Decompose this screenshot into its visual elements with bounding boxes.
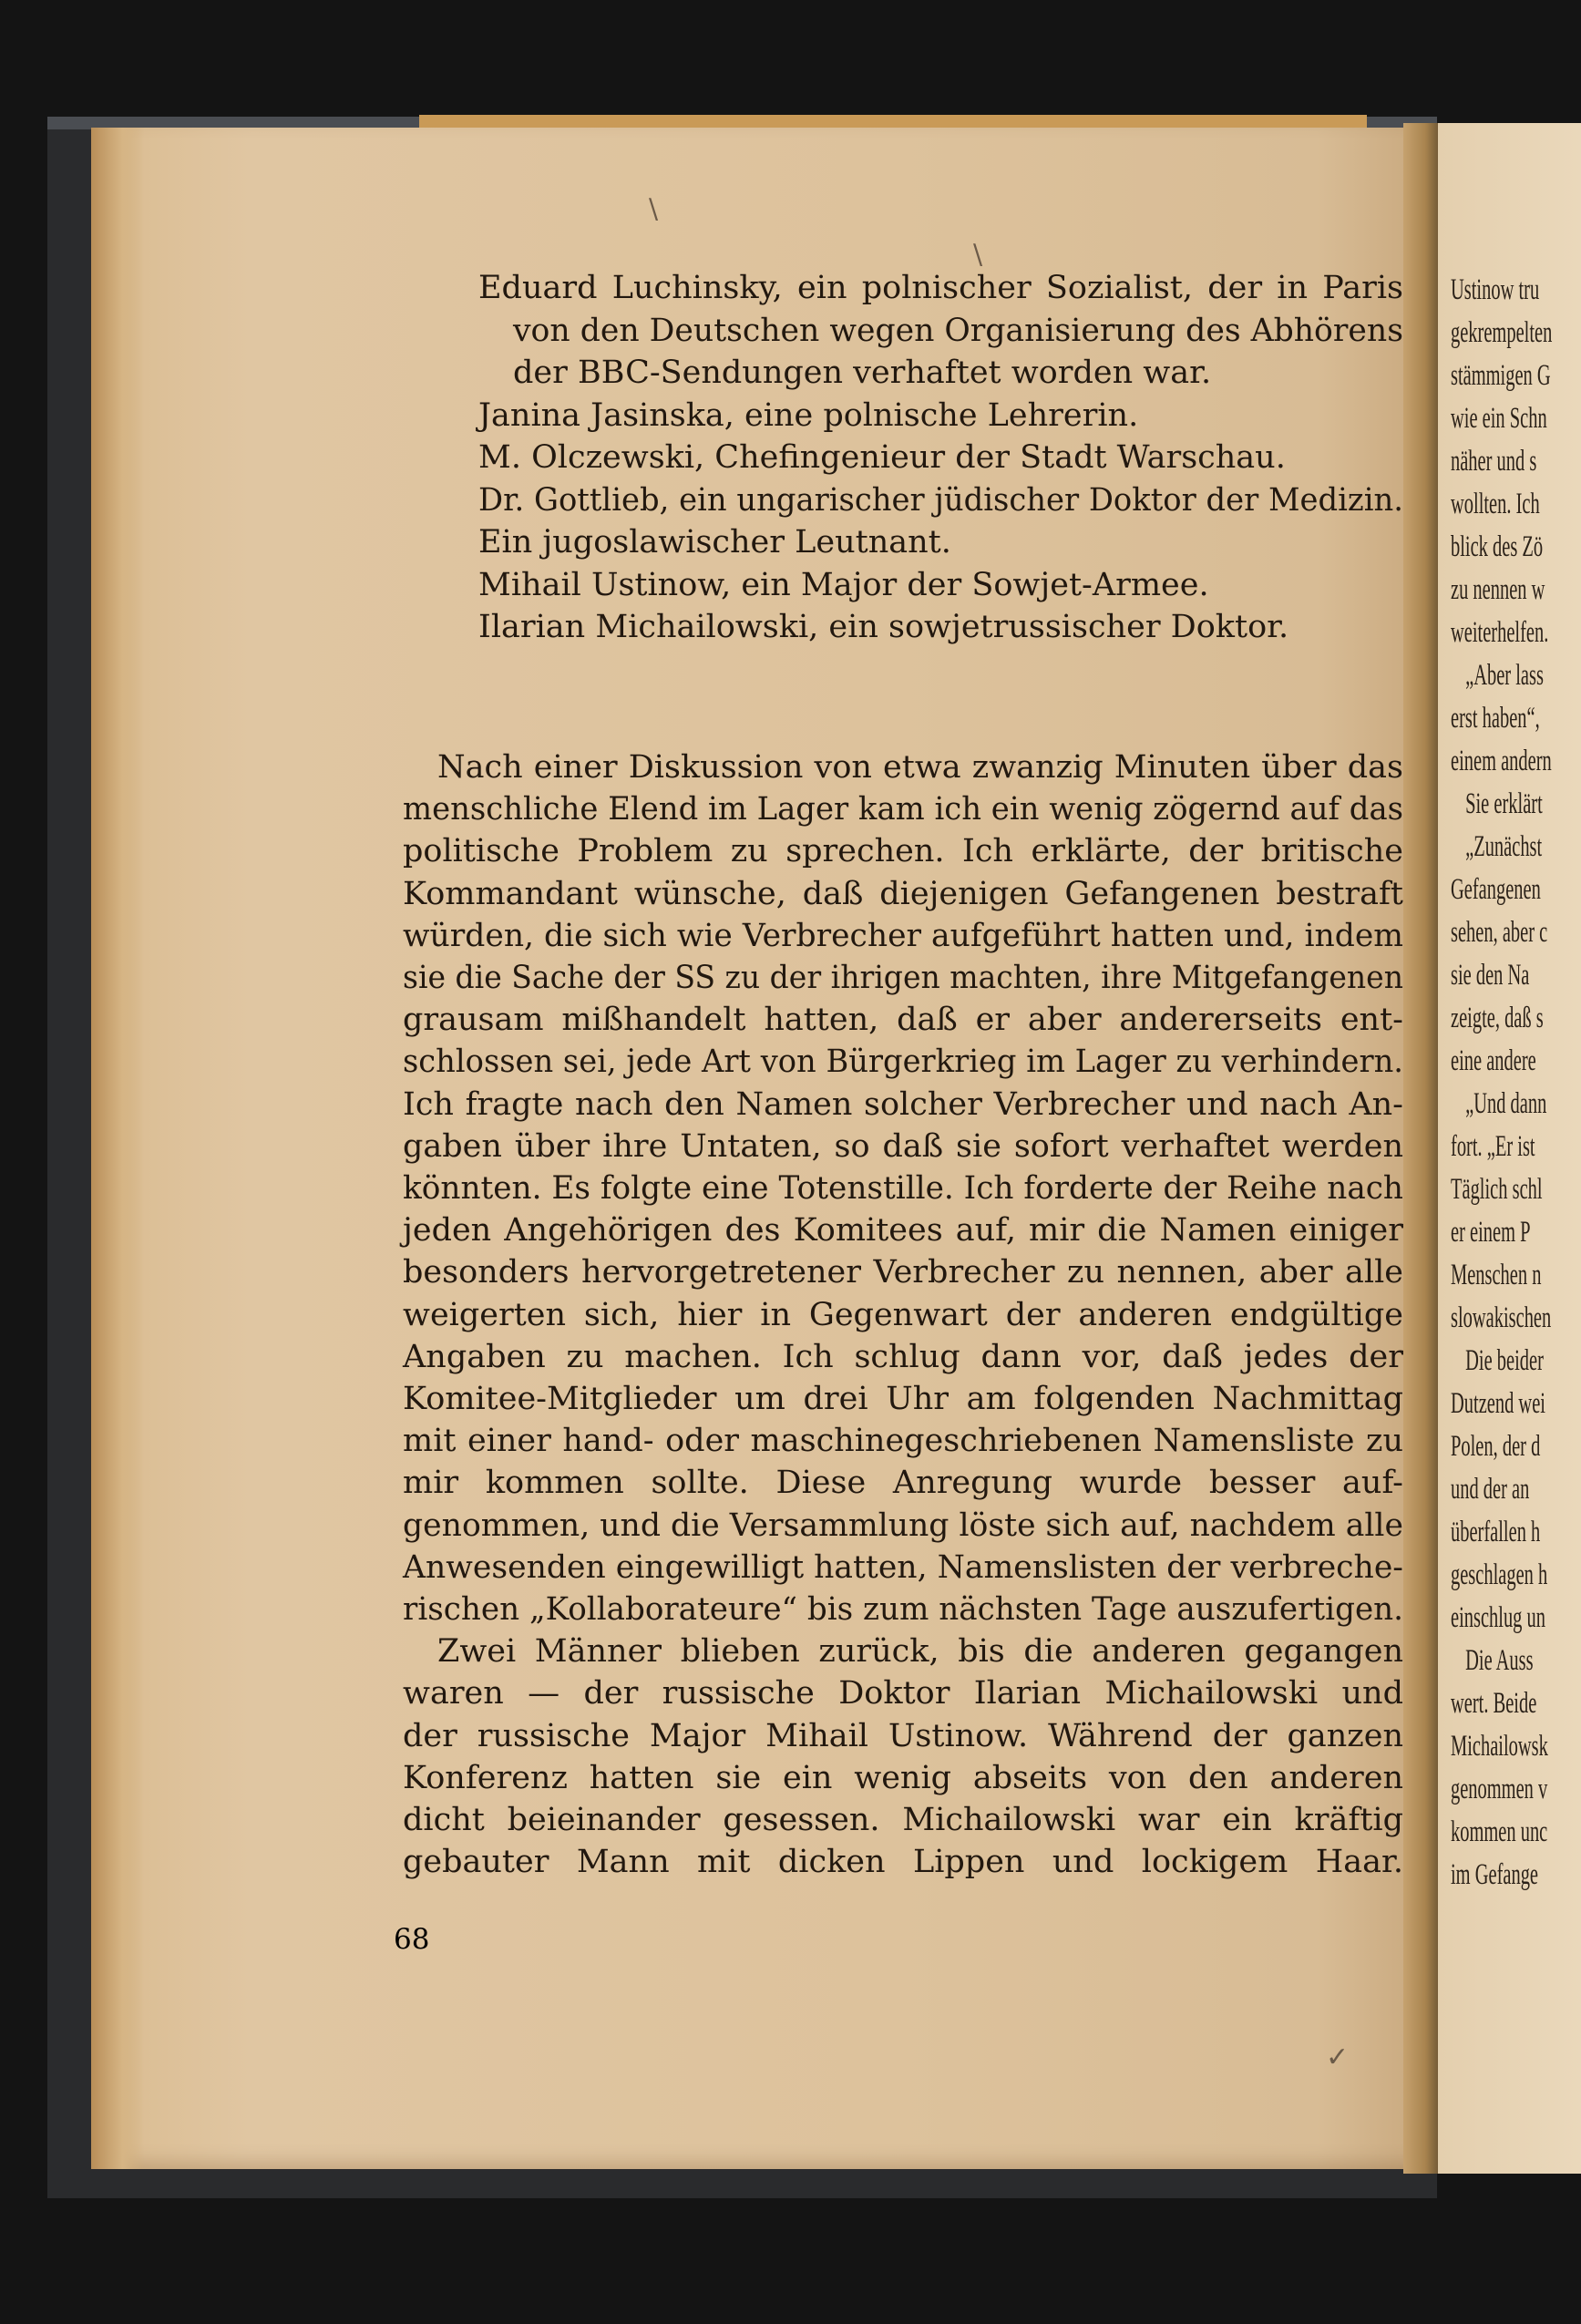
body-text-line: grausam mißhandelt hatten, daß er aber andererseits ent-	[403, 1002, 1403, 1039]
body-text-line: mit einer hand- oder maschinegeschriebenen Namensliste zu	[403, 1423, 1403, 1460]
body-text-line: Ich fragte nach den Namen solcher Verbrecher und nach An-	[403, 1085, 1403, 1123]
body-text-line: menschliche Elend im Lager kam ich ein wenig zögernd auf das	[403, 791, 1403, 828]
facing-page-line: sie den Na	[1451, 959, 1530, 992]
body-text-line: sie die Sache der SS zu der ihrigen machten, ihre Mitgefangenen	[403, 960, 1403, 996]
facing-page-line: fort. „Er ist	[1451, 1130, 1535, 1163]
list-entry-line: Janina Jasinska, eine polnische Lehrerin.	[478, 396, 1139, 434]
printing-speck: \	[973, 239, 983, 271]
facing-page-line: er einem P	[1451, 1216, 1531, 1249]
list-entry-continuation: von den Deutschen wegen Organisierung des Abhörens	[513, 312, 1403, 349]
facing-page-line: eine andere	[1451, 1044, 1536, 1077]
body-text-line: genommen, und die Versammlung löste sich auf, nachdem alle	[403, 1506, 1403, 1544]
facing-page-line: stämmigen G	[1451, 359, 1551, 392]
facing-page-line: erst haben“,	[1451, 702, 1540, 735]
body-text-line: jeden Angehörigen des Komitees auf, mir die Namen einiger	[403, 1212, 1403, 1249]
facing-page-line: „Aber lass	[1465, 659, 1544, 692]
facing-page-line: wert. Beide	[1451, 1687, 1537, 1720]
body-text-line: Zwei Männer blieben zurück, bis die anderen gegangen	[437, 1633, 1403, 1671]
facing-page-line: näher und s	[1451, 445, 1537, 478]
facing-page-line: im Gefange	[1451, 1858, 1539, 1891]
body-text-line: Komitee-Mitglieder um drei Uhr am folgenden Nachmittag	[403, 1381, 1403, 1417]
facing-page-line: Ustinow tru	[1451, 273, 1540, 306]
facing-page-line: Dutzend wei	[1451, 1387, 1545, 1420]
body-text-line: Anwesenden eingewilligt hatten, Namenslisten der verbreche-	[403, 1548, 1403, 1586]
list-entry-line: M. Olczewski, Chefingenieur der Stadt Warschau.	[478, 439, 1286, 476]
body-text-line: dicht beieinander gesessen. Michailowski war ein kräftig	[403, 1802, 1403, 1838]
body-text-line: Konferenz hatten sie ein wenig abseits von den anderen	[403, 1759, 1403, 1796]
page-number: 68	[394, 1923, 430, 1956]
facing-page-line: „Zunächst	[1465, 830, 1543, 863]
body-text-line: Angaben zu machen. Ich schlug dann vor, daß jedes der	[403, 1338, 1403, 1375]
body-text-line: würden, die sich wie Verbrecher aufgeführt hatten und, indem	[403, 917, 1403, 954]
facing-page-line: zu nennen w	[1451, 573, 1545, 606]
body-text-line: besonders hervorgetretener Verbrecher zu nennen, aber alle	[403, 1254, 1403, 1291]
list-entry-line: Dr. Gottlieb, ein ungarischer jüdischer Doktor der Medizin.	[478, 481, 1403, 519]
list-entry-line: Ein jugoslawischer Leutnant.	[478, 524, 951, 560]
body-text-line: rischen „Kollaborateure“ bis zum nächsten Tage auszufertigen.	[403, 1591, 1403, 1628]
body-text-line: Nach einer Diskussion von etwa zwanzig Minuten über das	[437, 749, 1403, 786]
facing-page-line: zeigte, daß s	[1451, 1002, 1544, 1034]
facing-page-line: „Und dann	[1465, 1087, 1547, 1120]
facing-page-line: wie ein Schn	[1451, 402, 1547, 435]
body-text-line: weigerten sich, hier in Gegenwart der anderen endgültige	[403, 1296, 1403, 1333]
facing-page-line: Sie erklärt	[1465, 787, 1543, 820]
body-text-line: mir kommen sollte. Diese Anregung wurde besser auf-	[403, 1465, 1403, 1502]
facing-page-line: Gefangenen	[1451, 873, 1541, 906]
facing-page-line: slowakischen	[1451, 1301, 1552, 1334]
body-text-line: gebauter Mann mit dicken Lippen und lockigem Haar.	[403, 1844, 1403, 1881]
list-entry-line: Ilarian Michailowski, ein sowjetrussischer Doktor.	[478, 609, 1289, 645]
facing-page-line: blick des Zö	[1451, 530, 1544, 563]
facing-page-line: Die beider	[1465, 1344, 1544, 1377]
list-entry-continuation: der BBC-Sendungen verhaftet worden war.	[513, 355, 1212, 391]
facing-page-line: geschlagen h	[1451, 1558, 1548, 1591]
facing-page-line: genommen v	[1451, 1773, 1548, 1805]
list-entry-line: Eduard Luchinsky, ein polnischer Sozialist, der in Paris	[478, 270, 1403, 306]
body-text-line: der russische Major Mihail Ustinow. Während der ganzen	[403, 1717, 1403, 1754]
facing-page-line: Täglich schl	[1451, 1173, 1543, 1206]
facing-page-line: einem andern	[1451, 745, 1552, 777]
body-text-line: politische Problem zu sprechen. Ich erklärte, der britische	[403, 833, 1403, 870]
facing-page-line: wollten. Ich	[1451, 488, 1540, 520]
facing-page-line: Michailowsk	[1451, 1730, 1548, 1763]
printing-speck: ✓	[1326, 2041, 1350, 2073]
body-text-line: gaben über ihre Untaten, so daß sie sofort verhaftet werden	[403, 1127, 1403, 1165]
facing-page-line: weiterhelfen.	[1451, 616, 1549, 649]
facing-page-line: Polen, der d	[1451, 1430, 1541, 1463]
list-entry-line: Mihail Ustinow, ein Major der Sowjet-Armee.	[478, 566, 1209, 603]
facing-page-line: sehen, aber c	[1451, 916, 1548, 949]
facing-page-line: überfallen h	[1451, 1516, 1541, 1548]
facing-page-line: gekrempelten	[1451, 316, 1553, 349]
body-text-line: waren — der russische Doktor Ilarian Michailowski und	[403, 1675, 1403, 1712]
printing-speck: \	[649, 193, 659, 225]
facing-page-line: kommen unc	[1451, 1815, 1548, 1848]
facing-page-line: Menschen n	[1451, 1259, 1542, 1291]
facing-page-line: und der an	[1451, 1473, 1530, 1506]
body-text-line: könnten. Es folgte eine Totenstille. Ich forderte der Reihe nach	[403, 1170, 1403, 1207]
body-text-line: schlossen sei, jede Art von Bürgerkrieg im Lager zu verhindern.	[403, 1044, 1403, 1081]
facing-page-line: Die Auss	[1465, 1644, 1534, 1677]
facing-page-line: einschlug un	[1451, 1601, 1545, 1634]
body-text-line: Kommandant wünsche, daß diejenigen Gefangenen bestraft	[403, 875, 1403, 912]
